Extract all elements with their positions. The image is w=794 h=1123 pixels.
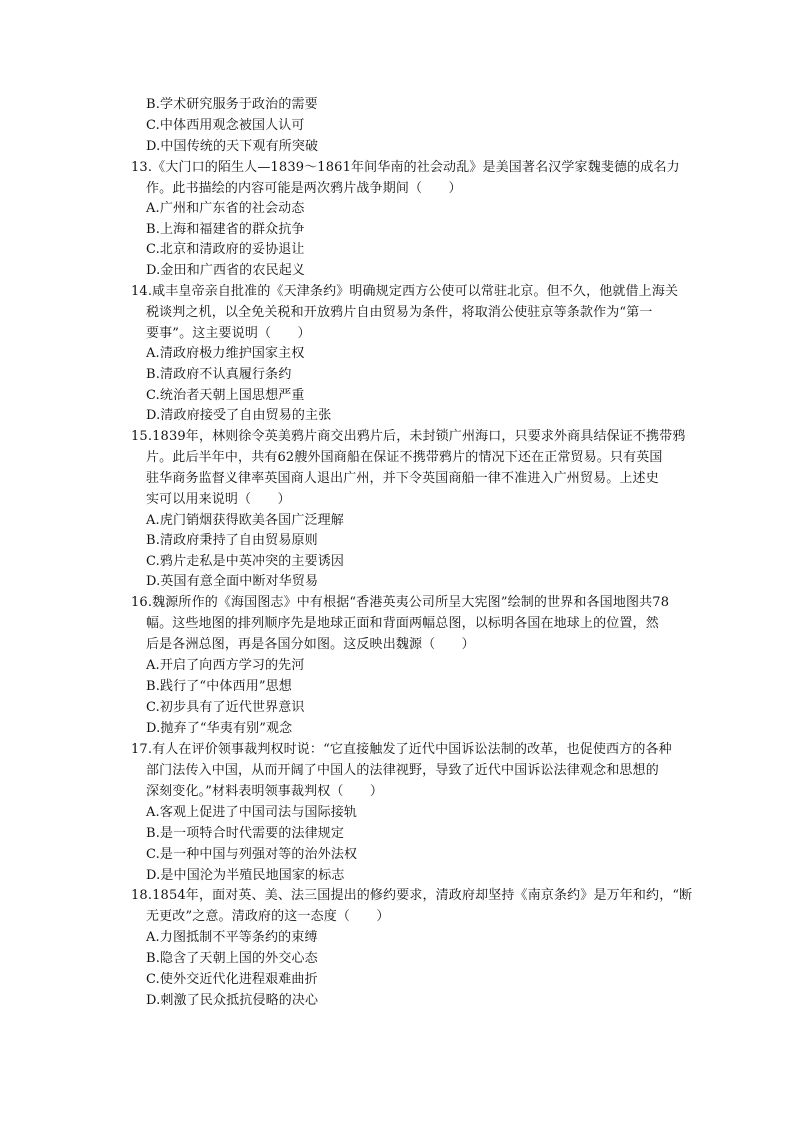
question-14-option-d: D.清政府接受了自由贸易的主张	[146, 408, 332, 423]
question-14-option-a: A.清政府极力维护国家主权	[146, 346, 305, 361]
question-15-stem-line-1: 15.1839年，林则徐令英美鸦片商交出鸦片后，未封锁广州海口，只要求外商具结保证不携带鸦	[131, 429, 686, 444]
question-18-option-b: B.隐含了天朝上国的外交心态	[146, 951, 318, 966]
question-15-stem-line-3: 驻华商务监督义律率英国商人退出广州，并下令英国商船一律不准进入广州贸易。上述史	[146, 471, 659, 486]
question-17-option-b: B.是一项特合时代需要的法律规定	[146, 826, 345, 841]
question-15-option-d: D.英国有意全面中断对华贸易	[146, 574, 319, 589]
question-13-option-a: A.广州和广东省的社会动态	[146, 201, 305, 216]
option-c: C.中体西用观念被国人认可	[146, 118, 305, 133]
question-18-option-c: C.使外交近代化进程艰难曲折	[146, 972, 318, 987]
question-14-option-c: C.统治者天朝上国思想严重	[146, 388, 305, 403]
question-15-option-a: A.虎门销烟获得欧美各国广泛理解	[146, 513, 344, 528]
question-13-option-d: D.金田和广西省的农民起义	[146, 263, 306, 278]
question-14-stem-line-1: 14.咸丰皇帝亲自批准的《天津条约》明确规定西方公使可以常驻北京。但不久，他就借上海关	[131, 284, 679, 299]
question-17-stem-line-2: 部门法传入中国，从而开阔了中国人的法律视野，导致了近代中国诉讼法律观念和思想的	[146, 763, 659, 778]
question-16-stem-line-3: 后是各洲总图，再是各国分如图。这反映出魏源（ ）	[146, 637, 475, 652]
question-15-stem-line-2: 片。此后半年中，共有62艘外国商船在保证不携带鸦片的情况下还在正常贸易。只有英国	[146, 450, 663, 465]
question-14-stem-line-2: 税谈判之机，以全免关税和开放鸦片自由贸易为条件，将取消公使驻京等条款作为“第一	[146, 305, 653, 320]
question-16-option-a: A.开启了向西方学习的先河	[146, 658, 305, 673]
question-18-option-a: A.力图抵制不平等条约的束缚	[146, 930, 318, 945]
question-14-option-b: B.清政府不认真履行条约	[146, 367, 292, 382]
question-17-stem-line-3: 深刻变化。”材料表明领事裁判权（ ）	[146, 784, 383, 799]
question-17-option-d: D.是中国沦为半殖民地国家的标志	[146, 868, 345, 883]
question-18-stem-line-1: 18.1854年，面对英、美、法三国提出的修约要求，清政府却坚持《南京条约》是万年和约，“断	[131, 888, 693, 903]
question-14-stem-line-3: 要事”。这主要说明（ ）	[146, 326, 311, 341]
question-16-option-b: B.践行了“中体西用”思想	[146, 679, 292, 694]
question-13-option-b: B.上海和福建省的群众抗争	[146, 222, 305, 237]
question-17-option-c: C.是一种中国与列强对等的治外法权	[146, 847, 358, 862]
question-17-stem-line-1: 17.有人在评价领事裁判权时说：“它直接触发了近代中国诉讼法制的改革，也促使西方的各种	[131, 742, 672, 757]
option-d: D.中国传统的天下观有所突破	[146, 139, 319, 154]
question-13-stem-line-2: 作。此书描绘的内容可能是两次鸦片战争期间（ ）	[146, 181, 462, 196]
option-b: B.学术研究服务于政治的需要	[146, 97, 318, 112]
question-16-stem-line-2: 幅。这些地图的排列顺序先是地球正面和背面两幅总图，以标明各国在地球上的位置，然	[146, 616, 659, 631]
question-13-option-c: C.北京和清政府的妥协退让	[146, 242, 305, 257]
question-13-stem-line-1: 13.《大门口的陌生人—1839～1861年间华南的社会动乱》是美国著名汉学家魏斐德的成名力	[131, 160, 680, 175]
question-16-stem-line-1: 16.魏源所作的《海国图志》中有根据“香港英夷公司所呈大宪图”绘制的世界和各国地图共78	[131, 595, 670, 610]
question-17-option-a: A.客观上促进了中国司法与国际接轨	[146, 805, 358, 820]
question-16-option-c: C.初步具有了近代世界意识	[146, 700, 305, 715]
question-15-stem-line-4: 实可以用来说明（ ）	[146, 492, 291, 507]
question-16-option-d: D.抛弃了“华夷有别”观念	[146, 721, 293, 736]
question-18-option-d: D.刺激了民众抵抗侵略的决心	[146, 993, 319, 1008]
question-15-option-b: B.清政府秉持了自由贸易原则	[146, 533, 318, 548]
question-15-option-c: C.鸦片走私是中英冲突的主要诱因	[146, 554, 345, 569]
question-18-stem-line-2: 无更改”之意。清政府的这一态度（ ）	[146, 909, 390, 924]
